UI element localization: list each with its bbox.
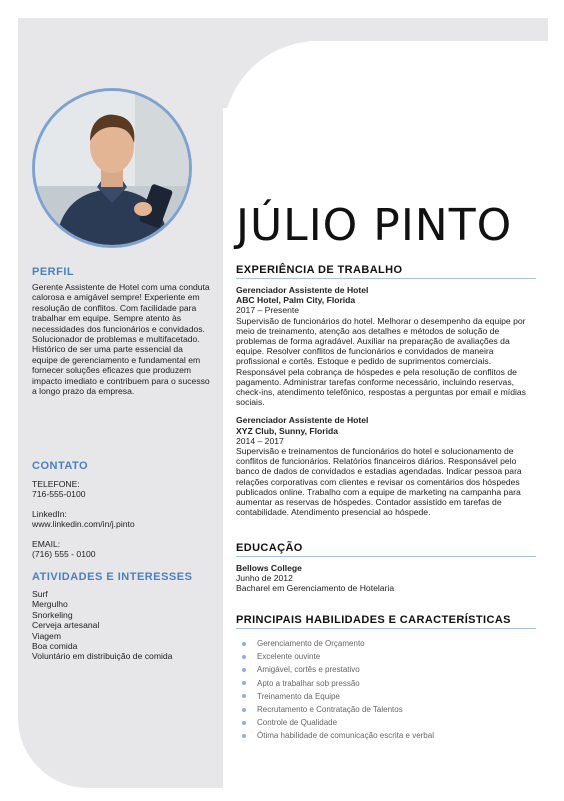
- experience-heading: EXPERIÊNCIA DE TRABALHO: [236, 264, 536, 279]
- profile-text: Gerente Assistente de Hotel com uma conduta calorosa e amigável sempre! Experiente em resolução de conflitos. Com facilidade para trabalhar em equipe. Sempre atento às necessidades dos funcionários e convidados. Solucionador de problemas e multifacetado. Histórico de ser uma parte essencial da equipe de gerenciamento e fundamental em fornecer soluções eficazes que produzem impacto imediato e contribuem para o sucesso a longo prazo da empresa.: [32, 282, 210, 397]
- profile-photo-frame: [32, 88, 192, 248]
- education-heading: EDUCAÇÃO: [236, 542, 536, 557]
- profile-photo: [35, 91, 189, 245]
- skills-section: [236, 614, 536, 743]
- job-entry: [236, 285, 536, 407]
- interest-item: Viagem: [32, 630, 61, 641]
- skill-item: Ótima habilidade de comunicação escrita e verbal: [242, 729, 536, 742]
- bullet-icon: [242, 655, 246, 659]
- job-dates: 2014 – 2017: [236, 435, 284, 446]
- education-section: [236, 542, 536, 594]
- interest-item: Surf: [32, 589, 48, 599]
- phone-value: 716-555-0100: [32, 489, 86, 500]
- job-title: Gerenciador Assistente de Hotel: [236, 415, 369, 426]
- experience-section: [236, 264, 536, 525]
- skill-item: Gerenciamento de Orçamento: [242, 637, 536, 650]
- email-value: (716) 555 - 0100: [32, 549, 96, 560]
- education-date: Junho de 2012: [236, 573, 293, 584]
- job-title: Gerenciador Assistente de Hotel: [236, 285, 369, 295]
- profile-heading: PERFIL: [32, 266, 75, 278]
- skill-item: Excelente ouvinte: [242, 650, 536, 663]
- profile-section: [32, 266, 210, 396]
- bullet-icon: [242, 694, 246, 698]
- email-label: EMAIL:: [32, 538, 61, 549]
- skills-list: [236, 637, 536, 743]
- interest-item: Mergulho: [32, 599, 68, 610]
- person-photo-icon: [35, 91, 189, 245]
- skill-item: Amigável, cortês e prestativo: [242, 663, 536, 676]
- skill-item: Controle de Qualidade: [242, 716, 536, 729]
- skills-heading: PRINCIPAIS HABILIDADES E CARACTERÍSTICAS: [236, 614, 536, 629]
- contact-heading: CONTATO: [32, 460, 89, 472]
- bullet-icon: [242, 681, 246, 685]
- interest-item: Cerveja artesanal: [32, 620, 100, 631]
- interests-heading: ATIVIDADES E INTERESSES: [32, 571, 193, 583]
- job-company: ABC Hotel, Palm City, Florida: [236, 295, 356, 306]
- linkedin-value[interactable]: www.linkedin.com/in/j.pinto: [32, 519, 135, 530]
- linkedin-label: LinkedIn:: [32, 508, 67, 519]
- interest-item: Voluntário em distribuição de comida: [32, 651, 173, 662]
- job-dates: 2017 – Presente: [236, 305, 300, 316]
- bullet-icon: [242, 668, 246, 672]
- bullet-icon: [242, 734, 246, 738]
- education-degree: Bacharel em Gerenciamento de Hotelaria: [236, 583, 395, 594]
- interest-item: Snorkeling: [32, 609, 73, 620]
- job-company: XYZ Club, Sunny, Florida: [236, 425, 339, 436]
- candidate-name: JÚLIO PINTO: [236, 200, 513, 251]
- interest-item: Boa comida: [32, 641, 78, 652]
- bullet-icon: [242, 721, 246, 725]
- education-school: Bellows College: [236, 563, 302, 573]
- bullet-icon: [242, 708, 246, 712]
- interests-section: [32, 571, 210, 662]
- skill-item: Recrutamento e Contratação de Talentos: [242, 703, 536, 716]
- skill-item: Apto a trabalhar sob pressão: [242, 677, 536, 690]
- bullet-icon: [242, 642, 246, 646]
- skill-item: Treinamento da Equipe: [242, 690, 536, 703]
- job-entry: [236, 415, 536, 517]
- phone-label: TELEFONE:: [32, 479, 80, 489]
- contact-section: [32, 460, 210, 559]
- job-description: Supervisão e treinamentos de funcionários do hotel e solucionamento de conflitos de funcionários. Relatórios financeiros diários. Responsável pelo banco de dados de convidados e estadias agendadas. Indicar pessoa para relações corporativas com clientes e revisar os comentários dos hóspedes publicados online. Trabalho com a equipe de marketing na campanha para aumentar as reservas de hóspedes. Contador assistido em tarefas de contabilidade. Atendimento presencial ao hóspede.: [236, 446, 522, 518]
- job-description: Supervisão de funcionários do hotel. Melhorar o desempenho da equipe por meio de treinamento, atenção aos detalhes e métodos de solução de problemas de forma agradável. Auxiliar na preparação de avaliações da equipe. Resolver conflitos de funcionários e convidados de maneira profissional e cortês. Estoque e pedido de suprimentos comerciais. Responsável pela cobrança de hóspedes e pela resolução de conflitos de pagamento. Administrar tarefas conforme necessário, incluindo reservas, check-ins, atendimento telefônico, respostas a perguntas por email e mídias sociais.: [236, 315, 526, 408]
